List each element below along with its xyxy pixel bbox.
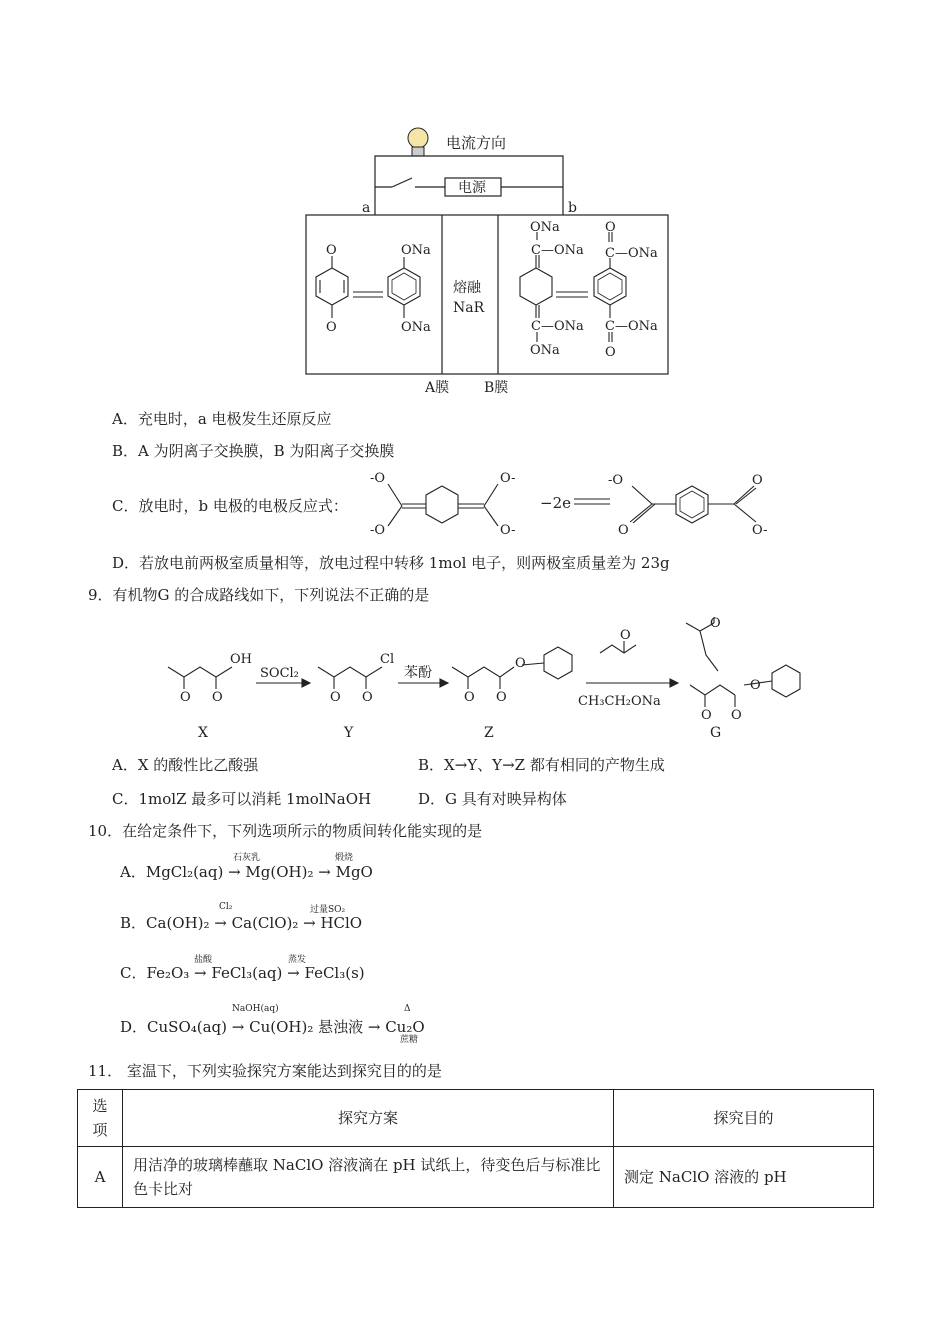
q10-option-c: C．Fe₂O₃ → FeCl₃(aq) → FeCl₃(s): [120, 964, 365, 982]
q9-option-c: C．1molZ 最多可以消耗 1molNaOH: [112, 790, 372, 808]
svg-text:Cl: Cl: [380, 652, 395, 667]
q9-stem: 9．有机物G 的合成路线如下，下列说法不正确的是: [88, 586, 430, 604]
membrane-b-label: B膜: [484, 380, 509, 396]
q11-table: [77, 1089, 874, 1208]
current-direction-label: 电流方向: [446, 134, 507, 152]
q8-option-a: A．充电时，a 电极发生还原反应: [112, 410, 332, 428]
svg-text:O: O: [701, 708, 712, 723]
table-row: [78, 1147, 874, 1208]
equilibrium-arrow-right: [556, 292, 588, 297]
table-header-row: [78, 1090, 874, 1147]
q9-option-a: A．X 的酸性比乙酸强: [112, 756, 259, 774]
svg-text:O: O: [731, 708, 742, 723]
q8-option-c: C．放电时，b 电极的电极反应式：: [112, 497, 348, 515]
svg-text:ONa: ONa: [530, 343, 560, 358]
svg-text:SOCl₂: SOCl₂: [260, 666, 299, 681]
hydroquinone-structure: [388, 257, 420, 318]
membrane-a-label: A膜: [425, 380, 450, 396]
svg-text:O: O: [618, 523, 629, 538]
q8-option-b: B．A 为阴离子交换膜，B 为阳离子交换膜: [112, 442, 395, 460]
row-option: A: [78, 1147, 123, 1208]
header-purpose: 探究目的: [614, 1090, 874, 1147]
svg-text:-O: -O: [608, 473, 624, 488]
svg-text:-O: -O: [370, 471, 386, 486]
light-bulb-icon: [408, 128, 428, 156]
svg-text:C—ONa: C—ONa: [531, 243, 584, 258]
svg-text:O: O: [605, 345, 616, 360]
svg-text:O-: O-: [752, 523, 768, 538]
svg-text:O: O: [605, 220, 616, 235]
svg-text:O: O: [750, 678, 761, 693]
svg-text:G: G: [710, 725, 722, 741]
svg-text:ONa: ONa: [401, 320, 431, 335]
svg-text:苯酚: 苯酚: [404, 665, 432, 681]
q10-option-d: D．CuSO₄(aq) → Cu(OH)₂ 悬浊液 → Cu₂O: [120, 1018, 425, 1036]
svg-text:O: O: [326, 320, 337, 335]
battery-diagram: [300, 120, 680, 400]
svg-text:CH₃CH₂ONa: CH₃CH₂ONa: [578, 694, 661, 709]
header-plan: 探究方案: [123, 1090, 614, 1147]
q10-stem: 10．在给定条件下，下列选项所示的物质间转化能实现的是: [88, 822, 483, 840]
svg-text:O: O: [515, 656, 526, 671]
svg-text:C—ONa: C—ONa: [605, 246, 658, 261]
svg-text:O-: O-: [500, 471, 516, 486]
q8-option-d: D．若放电前两极室质量相等，放电过程中转移 1mol 电子，则两极室质量差为 23g: [112, 554, 670, 572]
svg-text:Y: Y: [344, 725, 354, 741]
q9-option-d: D．G 具有对映异构体: [418, 790, 567, 808]
svg-text:O-: O-: [500, 523, 516, 538]
quinone-structure: [316, 256, 348, 318]
electrolyte-line1: 熔融: [453, 280, 481, 296]
header-option: 选项: [78, 1090, 123, 1147]
power-source-label: 电源: [458, 180, 486, 196]
electrolyte-line2: NaR: [453, 300, 485, 316]
q8-c-equation: [362, 462, 782, 542]
q9-synthesis-route: [160, 615, 820, 745]
q10-option-a: A．MgCl₂(aq) → Mg(OH)₂ → MgO: [120, 863, 373, 881]
svg-text:O: O: [710, 616, 721, 631]
svg-text:O: O: [180, 690, 191, 705]
svg-text:O: O: [464, 690, 475, 705]
svg-text:-O: -O: [370, 523, 386, 538]
switch-icon: [392, 178, 412, 187]
svg-text:C—ONa: C—ONa: [531, 319, 584, 334]
svg-text:O: O: [620, 628, 631, 643]
svg-text:ONa: ONa: [530, 220, 560, 235]
row-plan: 用洁净的玻璃棒蘸取 NaClO 溶液滴在 pH 试纸上，待变色后与标准比色卡比对: [123, 1147, 614, 1208]
svg-text:O: O: [326, 243, 337, 258]
svg-text:O: O: [330, 690, 341, 705]
svg-text:−2e: −2e: [540, 494, 571, 512]
svg-text:O: O: [752, 473, 763, 488]
svg-text:X: X: [198, 725, 208, 741]
svg-text:ONa: ONa: [401, 243, 431, 258]
svg-text:O: O: [362, 690, 373, 705]
svg-text:O: O: [496, 690, 507, 705]
q9-option-b: B．X→Y、Y→Z 都有相同的产物生成: [418, 756, 665, 774]
svg-text:Z: Z: [484, 725, 494, 741]
q11-stem: 11． 室温下，下列实验探究方案能达到探究目的的是: [88, 1062, 442, 1080]
svg-text:OH: OH: [230, 652, 252, 667]
electrode-b-label: b: [568, 200, 577, 216]
electrode-a-label: a: [362, 200, 371, 216]
svg-text:O: O: [212, 690, 223, 705]
svg-text:C—ONa: C—ONa: [605, 319, 658, 334]
row-purpose: 测定 NaClO 溶液的 pH: [614, 1147, 874, 1208]
q10-option-b: B．Ca(OH)₂ → Ca(ClO)₂ → HClO: [120, 914, 363, 932]
equilibrium-arrow-left: [353, 292, 383, 297]
